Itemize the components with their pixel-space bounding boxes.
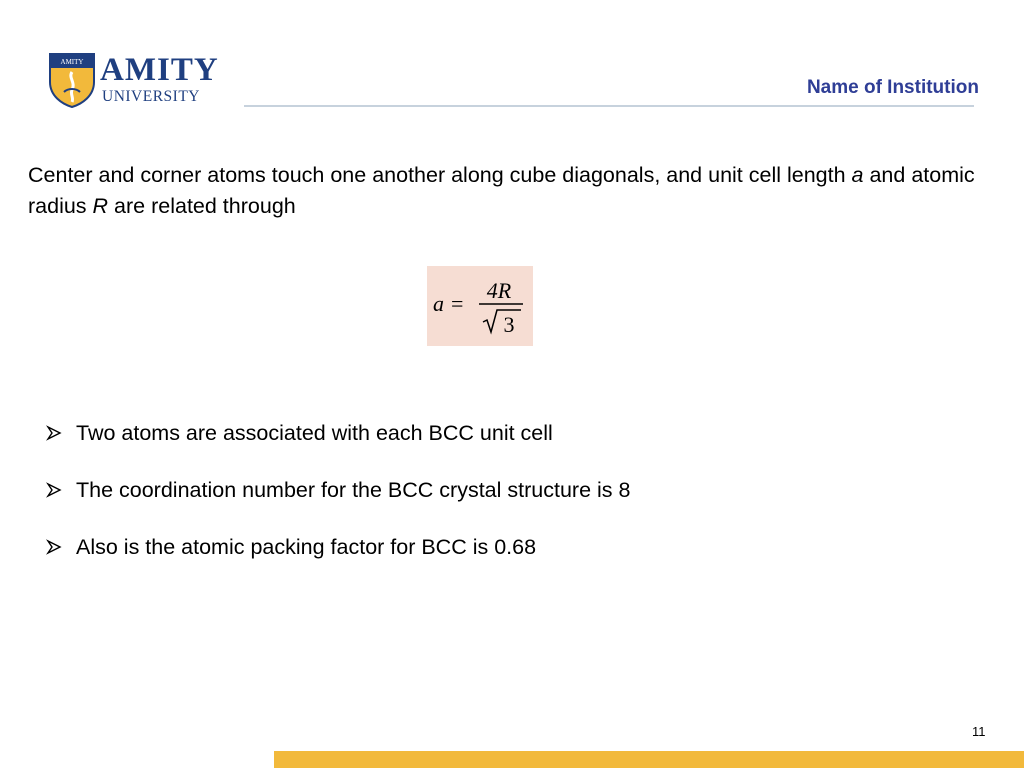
formula-box — [427, 266, 533, 346]
list-item — [46, 418, 630, 475]
formula-denominator: 3 — [503, 312, 515, 337]
formula-numerator: 4R — [486, 278, 512, 303]
shield-label: AMITY — [60, 58, 84, 66]
intro-text-2: and atomic radius — [28, 163, 975, 218]
bullet-list — [46, 418, 630, 589]
intro-var-a: a — [851, 163, 864, 187]
arrow-bullet-icon — [46, 476, 76, 507]
list-item — [46, 532, 630, 589]
formula-equals: = — [451, 291, 464, 316]
intro-text-1: Center and corner atoms touch one another along cube diagonals, and unit cell length — [28, 163, 852, 187]
footer-accent-bar — [274, 751, 1024, 768]
intro-text-3: are related through — [108, 194, 296, 218]
bullet-text: Also is the atomic packing factor for BCC is 0.68 — [76, 535, 537, 559]
arrow-bullet-icon — [46, 419, 76, 450]
header-divider — [244, 105, 974, 107]
list-item — [46, 475, 630, 532]
sqrt-icon — [483, 310, 521, 332]
bullet-text: Two atoms are associated with each BCC unit cell — [76, 421, 553, 445]
institution-name: Name of Institution — [806, 77, 979, 98]
arrow-bullet-icon — [46, 533, 76, 564]
bullet-text: The coordination number for the BCC crystal structure is 8 — [76, 478, 631, 502]
shield-emblem-icon — [48, 52, 96, 108]
page-number: 11 — [972, 724, 986, 739]
formula-graphic — [427, 266, 533, 346]
logo-wordmark-top: AMITY — [100, 52, 219, 88]
intro-paragraph — [28, 160, 988, 222]
amity-logo — [48, 52, 228, 110]
intro-var-r: R — [92, 194, 109, 218]
logo-wordmark-bottom: UNIVERSITY — [102, 88, 200, 105]
formula-lhs: a — [433, 291, 444, 316]
